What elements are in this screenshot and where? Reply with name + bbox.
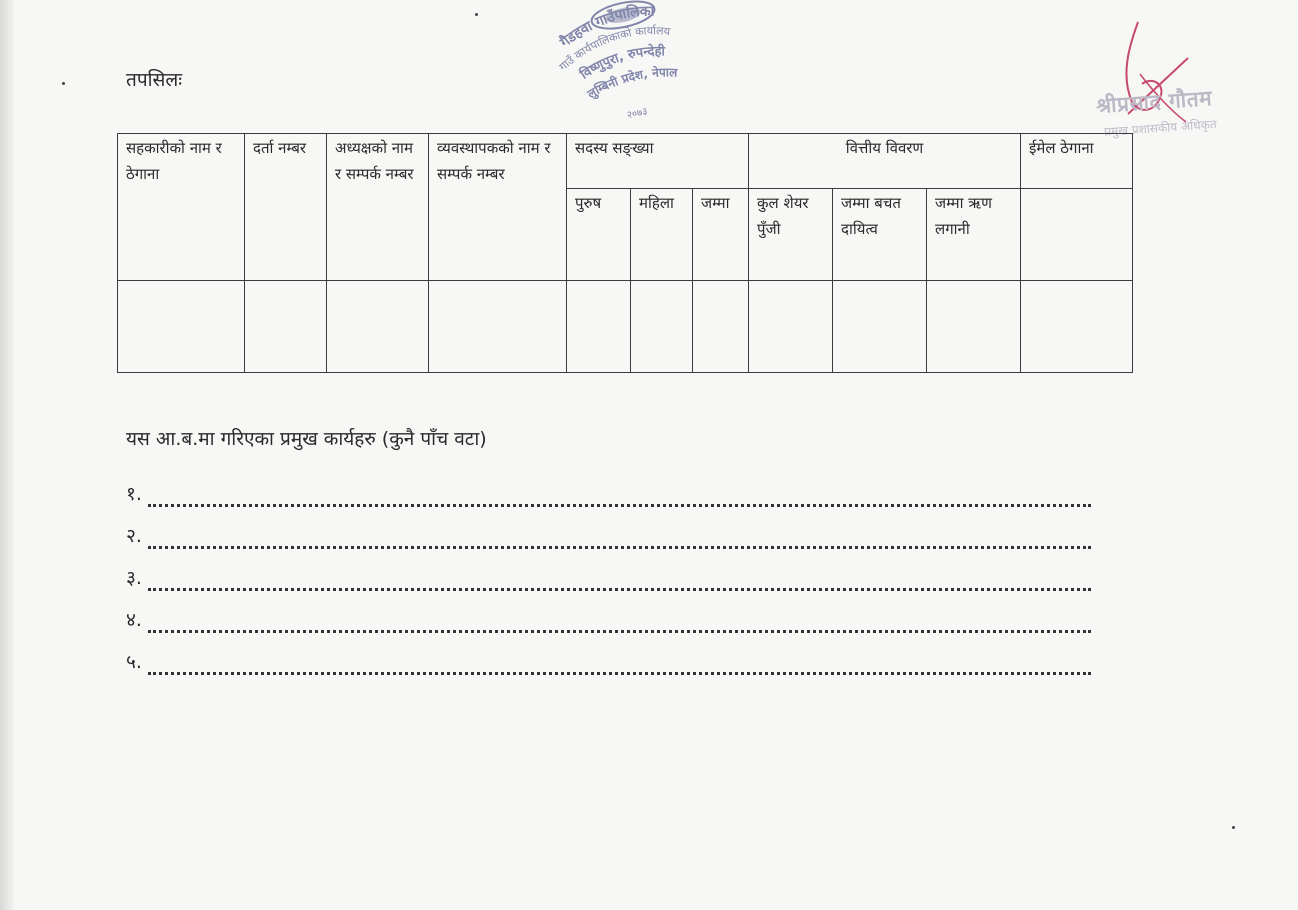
subheader-loan: जम्मा ऋण लगानी — [927, 189, 1021, 281]
header-cooperative-name: सहकारीको नाम र ठेगाना — [118, 134, 245, 281]
svg-text:२०७३: २०७३ — [625, 106, 649, 122]
table-cell — [567, 281, 631, 373]
subheader-male: पुरुष — [567, 189, 631, 281]
activities-heading: यस आ.ब.मा गरिएका प्रमुख कार्यहरु (कुनै पाँच वटा) — [126, 428, 487, 450]
signatory-name-stamp: श्रीप्रसाद गौतम — [1095, 85, 1213, 119]
svg-text:गैडहवा गाउँपालिका: गैडहवा गाउँपालिका — [557, 3, 655, 51]
scan-speck — [62, 82, 65, 85]
header-chair-contact: अध्यक्षको नाम र सम्पर्क नम्बर — [327, 134, 429, 281]
svg-text:विष्णुपुरा, रुपन्देही: विष्णुपुरा, रुपन्देही — [577, 44, 665, 83]
table-cell — [118, 281, 245, 373]
svg-text:लुम्बिनी प्रदेश, नेपाल: लुम्बिनी प्रदेश, नेपाल — [584, 65, 678, 102]
svg-text:गाउँ कार्यपालिकाको कार्यालय: गाउँ कार्यपालिकाको कार्यालय — [556, 24, 671, 74]
header-registration-number: दर्ता नम्बर — [245, 134, 327, 281]
page-title: तपसिलः — [126, 69, 183, 91]
dotted-fill-line — [148, 648, 1091, 675]
cooperative-details-table — [117, 133, 1133, 373]
signatory-designation-stamp: प्रमुख प्रशासकीय अधिकृत — [1103, 117, 1218, 139]
scan-speck — [475, 13, 478, 16]
subheader-email-blank — [1021, 189, 1133, 281]
dotted-fill-line — [148, 564, 1091, 591]
list-item-number: १. — [126, 483, 142, 505]
table-cell — [693, 281, 749, 373]
table-cell — [833, 281, 927, 373]
list-item-number: ५. — [126, 651, 142, 673]
table-cell — [749, 281, 833, 373]
header-email: ईमेल ठेगाना — [1021, 134, 1133, 189]
list-item — [126, 564, 1091, 606]
list-item-number: २. — [126, 525, 142, 547]
activities-list — [126, 480, 1091, 690]
list-item — [126, 648, 1091, 690]
dotted-fill-line — [148, 606, 1091, 633]
page-edge-shadow — [0, 0, 14, 910]
list-item-number: ३. — [126, 567, 142, 589]
header-member-count: सदस्य सङ्ख्या — [567, 134, 749, 189]
table-row — [118, 281, 1133, 373]
dotted-fill-line — [148, 480, 1091, 507]
subheader-female: महिला — [631, 189, 693, 281]
table-cell — [1021, 281, 1133, 373]
table-cell — [631, 281, 693, 373]
header-manager-contact: व्यवस्थापकको नाम र सम्पर्क नम्बर — [429, 134, 567, 281]
table-cell — [927, 281, 1021, 373]
subheader-share-capital: कुल शेयर पुँजी — [749, 189, 833, 281]
table-cell — [245, 281, 327, 373]
list-item — [126, 606, 1091, 648]
table-cell — [429, 281, 567, 373]
table-cell — [327, 281, 429, 373]
list-item — [126, 522, 1091, 564]
subheader-total: जम्मा — [693, 189, 749, 281]
subheader-savings: जम्मा बचत दायित्व — [833, 189, 927, 281]
scan-speck — [1232, 826, 1235, 829]
header-financial-details: वित्तीय विवरण — [749, 134, 1021, 189]
municipality-seal — [548, 0, 718, 125]
list-item-number: ४. — [126, 609, 142, 631]
list-item — [126, 480, 1091, 522]
dotted-fill-line — [148, 522, 1091, 549]
